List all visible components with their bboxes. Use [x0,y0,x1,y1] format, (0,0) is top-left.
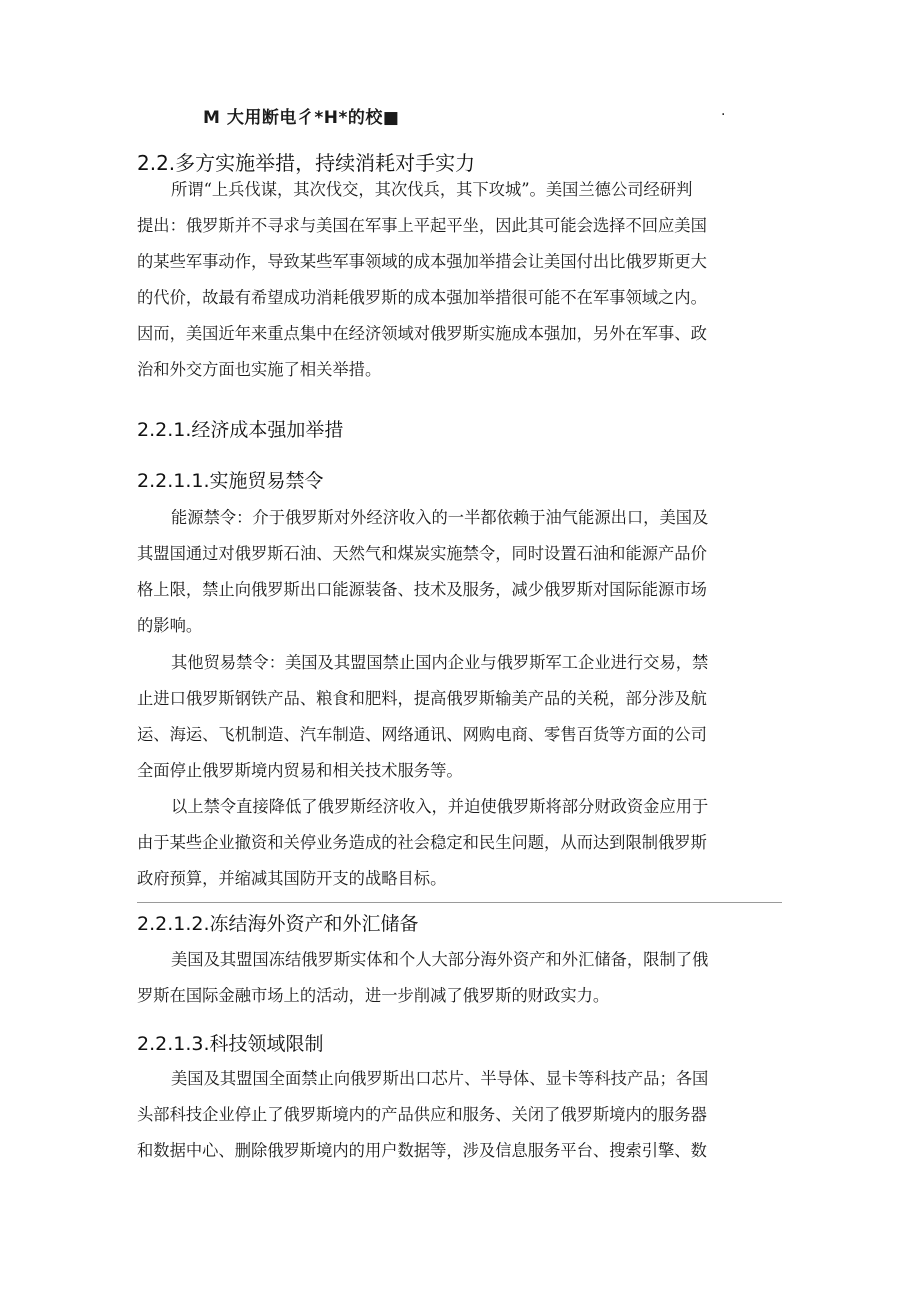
section-heading-2-2-1-3: 2.2.1.3.科技领域限制 [137,1033,324,1055]
paragraph-line: 和数据中心、删除俄罗斯境内的用户数据等，涉及信息服务平台、搜索引擎、数 [137,1141,707,1160]
section-heading-2-2-1-1: 2.2.1.1.实施贸易禁令 [137,470,324,492]
paragraph-line: 的影响。 [137,616,203,635]
header-dot: . [721,103,726,119]
paragraph-asset-freeze [137,942,787,1014]
paragraph-energy-ban [137,500,787,644]
paragraph-line: 提出：俄罗斯并不寻求与美国在军事上平起平坐，因此其可能会选择不回应美国 [137,216,707,235]
paragraph-intro [137,172,787,388]
paragraph-line: 止进口俄罗斯钢铁产品、粮食和肥料，提高俄罗斯输美产品的关税，部分涉及航 [137,689,707,708]
paragraph-line: 美国及其盟国冻结俄罗斯实体和个人大部分海外资产和外汇储备，限制了俄 [171,950,709,969]
paragraph-line: 其他贸易禁令：美国及其盟国禁止国内企业与俄罗斯军工企业进行交易，禁 [171,653,709,672]
paragraph-line: 因而，美国近年来重点集中在经济领域对俄罗斯实施成本强加，另外在军事、政 [137,324,707,343]
paragraph-line: 能源禁令：介于俄罗斯对外经济收入的一半都依赖于油气能源出口，美国及 [171,508,709,527]
section-heading-2-2-1: 2.2.1.经济成本强加举措 [137,419,344,441]
paragraph-line: 其盟国通过对俄罗斯石油、天然气和煤炭实施禁令，同时设置石油和能源产品价 [137,544,707,563]
section-heading-2-2-1-2: 2.2.1.2.冻结海外资产和外汇储备 [137,913,419,935]
running-header: M 大用断电彳*H*的校■ [203,108,400,128]
paragraph-line: 治和外交方面也实施了相关举措。 [137,360,382,379]
paragraph-line: 由于某些企业撤资和关停业务造成的社会稳定和民生问题，从而达到限制俄罗斯 [137,833,707,852]
paragraph-line: 运、海运、飞机制造、汽车制造、网络通讯、网购电商、零售百货等方面的公司 [137,725,707,744]
paragraph-line: 政府预算，并缩减其国防开支的战略目标。 [137,869,447,888]
paragraph-line: 头部科技企业停止了俄罗斯境内的产品供应和服务、关闭了俄罗斯境内的服务器 [137,1105,707,1124]
paragraph-line: 以上禁令直接降低了俄罗斯经济收入，并迫使俄罗斯将部分财政资金应用于 [171,797,709,816]
paragraph-ban-effects [137,789,787,897]
paragraph-tech-restrictions [137,1061,787,1169]
section-heading-2-2: 2.2.多方实施举措，持续消耗对手实力 [137,151,476,175]
paragraph-line: 全面停止俄罗斯境内贸易和相关技术服务等。 [137,761,463,780]
paragraph-line: 的某些军事动作，导致某些军事领域的成本强加举措会让美国付出比俄罗斯更大 [137,252,707,271]
paragraph-line: 美国及其盟国全面禁止向俄罗斯出口芯片、半导体、显卡等科技产品；各国 [171,1069,709,1088]
horizontal-rule [137,902,782,903]
paragraph-line: 的代价，故最有希望成功消耗俄罗斯的成本强加举措很可能不在军事领域之内。 [137,288,707,307]
paragraph-other-trade-ban [137,645,787,789]
paragraph-line: 格上限，禁止向俄罗斯出口能源装备、技术及服务，减少俄罗斯对国际能源市场 [137,580,707,599]
paragraph-line: 所谓“上兵伐谋，其次伐交，其次伐兵，其下攻城”。美国兰德公司经研判 [171,180,693,199]
paragraph-line: 罗斯在国际金融市场上的活动，进一步削减了俄罗斯的财政实力。 [137,986,610,1005]
